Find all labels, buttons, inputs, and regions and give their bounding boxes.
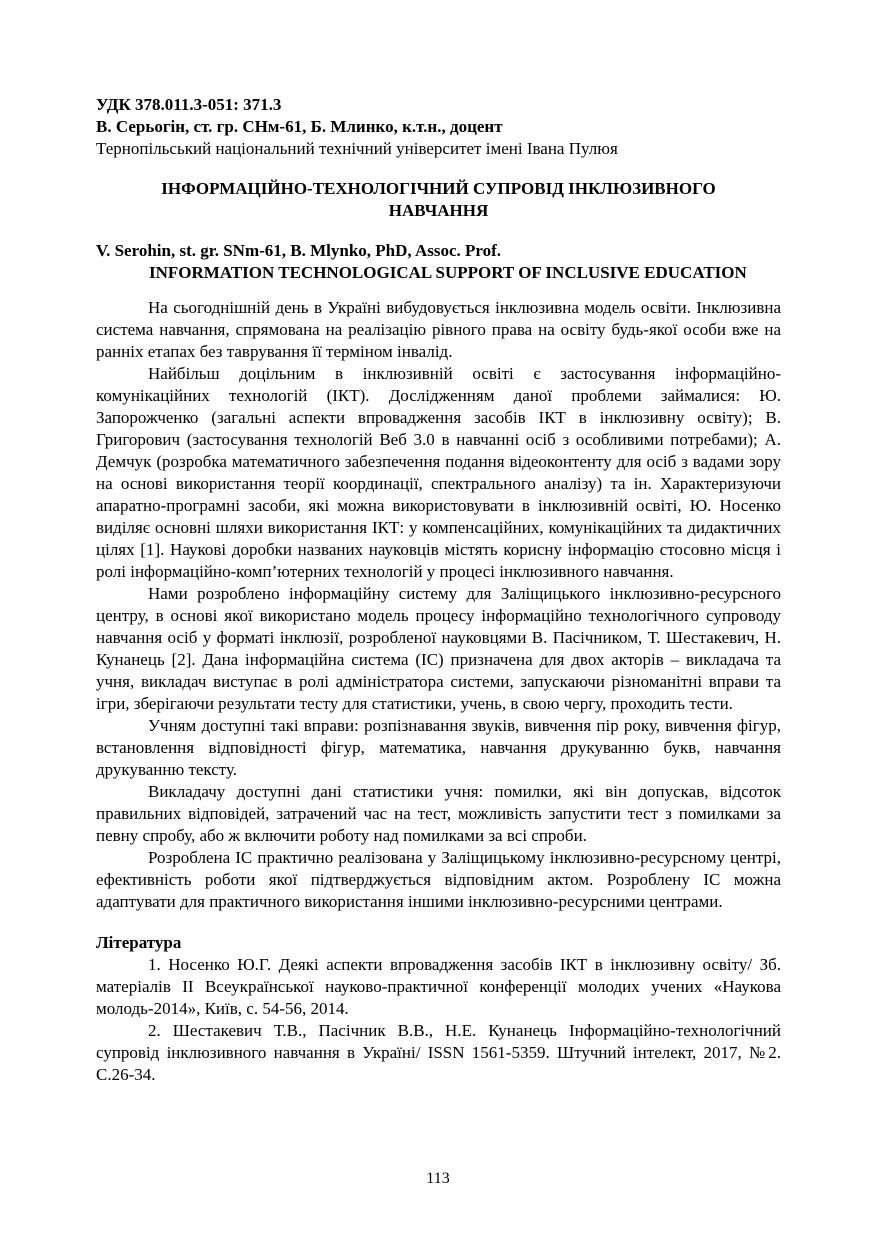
body-text	[96, 297, 781, 913]
reference-item: 1. Носенко Ю.Г. Деякі аспекти впровадження засобів ІКТ в інклюзивну освіту/ Зб. матеріалів ІІ Всеукраїнської науково-практичної конференції молодих учених «Наукова молодь-2014», Київ, с. 54-56, 2014.	[96, 955, 781, 1018]
page-number: 113	[426, 1170, 450, 1187]
paragraph: Найбільш доцільним в інклюзивній освіті є застосування інформаційно-комунікаційних технологій (ІКТ). Дослідженням даної проблеми займалися: Ю. Запорожченко (загальні аспекти впровадження засобів ІКТ в інклюзивну освіту); В. Григорович (застосування технологій Веб 3.0 в навчанні осіб з особливими потребами); А. Демчук (розробка математичного забезпечення подання відеоконтенту для осіб з вадами зору на основі використання теорії координації, спектрального аналізу) та ін. Характеризуючи апаратно-програмні засоби, які можна використовувати в інклюзивній освіті, Ю. Носенко виділяє основні шляхи використання ІКТ: у компенсаційних, комунікаційних та дидактичних цілях [1]. Наукові доробки названих науковців містять корисну інформацію стосовно місця і ролі інформаційно-комп’ютерних технологій у процесі інклюзивного навчання.	[96, 364, 781, 581]
paragraph: Нами розроблено інформаційну систему для Заліщицького інклюзивно-ресурсного центру, в основі якої використано модель процесу інформаційно технологічного супроводу навчання осіб у форматі інклюзії, розробленої науковцями В. Пасічником, Т. Шестакевич, Н. Кунанець [2]. Дана інформаційна система (ІС) призначена для двох акторів – викладача та учня, викладач виступає в ролі адміністратора системи, запускаючи різноманітні вправи та ігри, зберігаючи результати тесту для статистики, учень, в свою чергу, проходить тести.	[96, 584, 781, 713]
affiliation: Тернопільський національний технічний університет імені Івана Пулюя	[96, 139, 618, 158]
title-en: INFORMATION TECHNOLOGICAL SUPPORT OF INCLUSIVE EDUCATION	[149, 263, 747, 282]
title-ua: ІНФОРМАЦІЙНО-ТЕХНОЛОГІЧНИЙ СУПРОВІД ІНКЛЮЗИВНОГО НАВЧАННЯ	[161, 179, 716, 220]
paragraph: Викладачу доступні дані статистики учня: помилки, які він допускав, відсоток правильних відповідей, затрачений час на тест, можливість запустити тест з помилками за певну спробу, або ж включити роботу над помилками за всі спроби.	[96, 782, 781, 845]
paragraph: Учням доступні такі вправи: розпізнавання звуків, вивчення пір року, вивчення фігур, встановлення відповідності фігур, математика, навчання друкуванню букв, навчання друкуванню тексту.	[96, 716, 781, 779]
literature-heading: Література	[96, 933, 182, 952]
paragraph: На сьогоднішній день в Україні вибудовується інклюзивна модель освіти. Інклюзивна система навчання, спрямована на реалізацію рівного права на освіту будь-якої особи вже на ранніх етапах без таврування її терміном інвалід.	[96, 298, 781, 361]
paper-page	[96, 94, 781, 1086]
authors-en: V. Serohin, st. gr. SNm-61, B. Mlynko, PhD, Assoc. Prof.	[96, 241, 502, 260]
udc-code: УДК 378.011.3-051: 371.3	[96, 95, 282, 114]
authors-ua: В. Серьогін, ст. гр. СНм-61, Б. Млинко, к.т.н., доцент	[96, 117, 503, 136]
paragraph: Розроблена ІС практично реалізована у Заліщицькому інклюзивно-ресурсному центрі, ефективність роботи якої підтверджується відповідним актом. Розроблену ІС можна адаптувати для практичного використання іншими інклюзивно-ресурсними центрами.	[96, 848, 781, 911]
reference-item: 2. Шестакевич Т.В., Пасічник В.В., Н.Е. Кунанець Інформаційно-технологічний супровід інклюзивного навчання в Україні/ ISSN 1561-5359. Штучний інтелект, 2017, №2. С.26-34.	[96, 1021, 781, 1084]
